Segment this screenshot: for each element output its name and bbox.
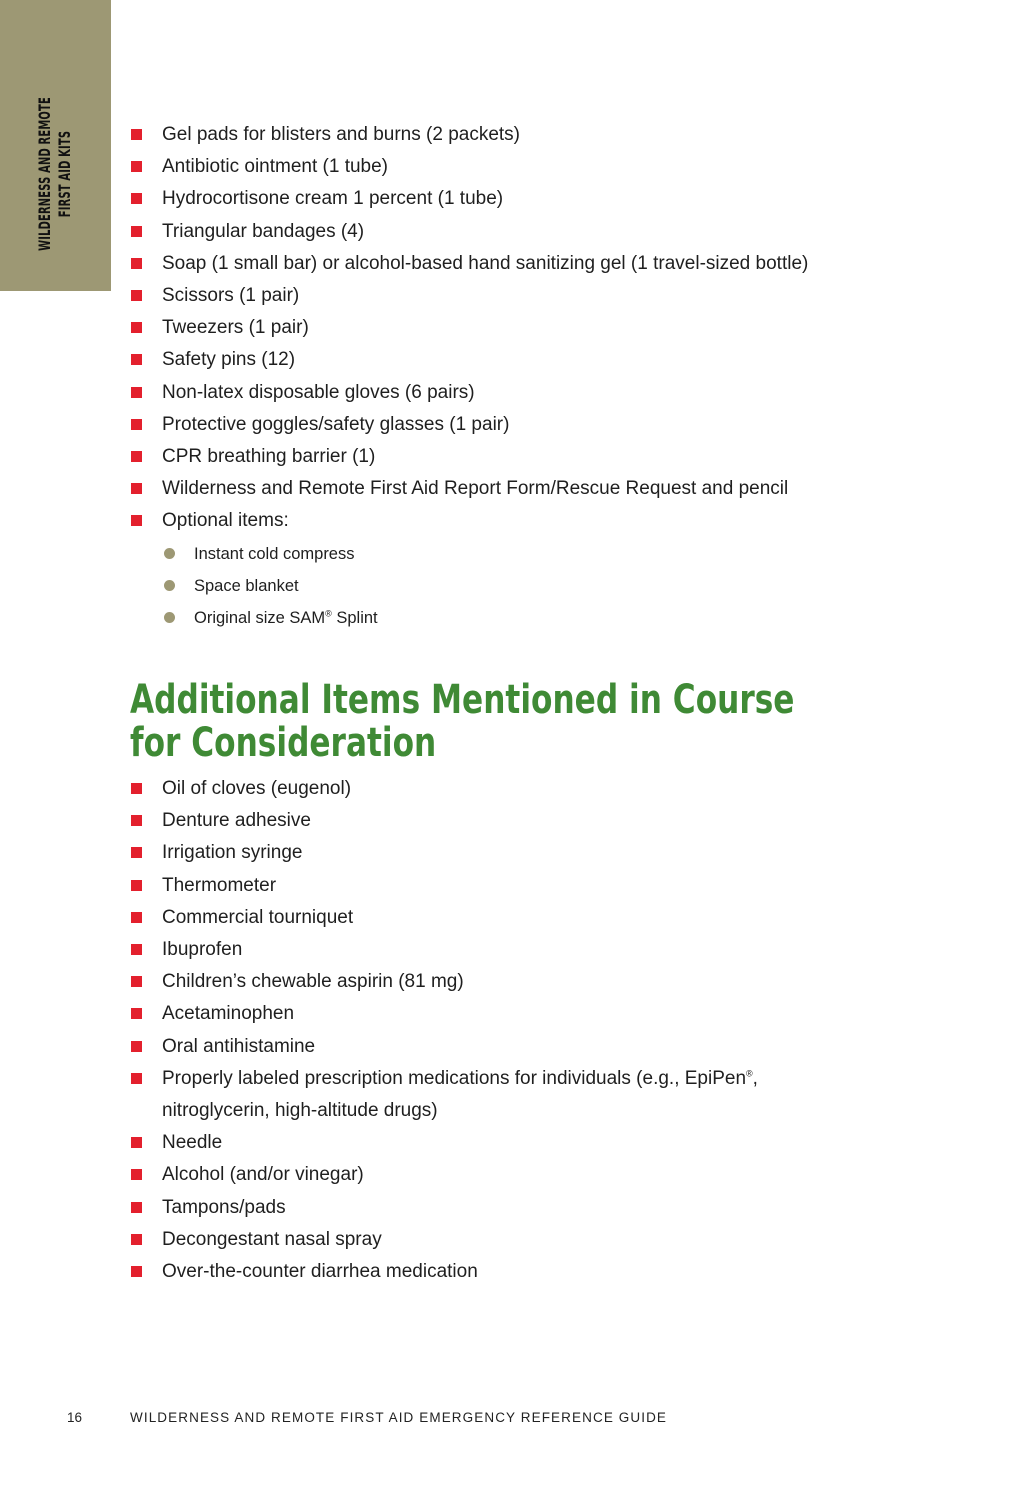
- square-bullet-icon: [131, 1266, 142, 1277]
- list-item: Thermometer: [130, 870, 910, 902]
- list-item: Acetaminophen: [130, 998, 910, 1030]
- section-tab-label: [35, 50, 75, 298]
- list-item: Over-the-counter diarrhea medication: [130, 1256, 910, 1288]
- square-bullet-icon: [131, 129, 142, 140]
- list-item: Tampons/pads: [130, 1192, 910, 1224]
- square-bullet-icon: [131, 815, 142, 826]
- page-number: 16: [67, 1410, 83, 1425]
- list-item: Decongestant nasal spray: [130, 1224, 910, 1256]
- list-item: Oil of cloves (eugenol): [130, 773, 910, 805]
- list-item: Wilderness and Remote First Aid Report Form/Rescue Request and pencil: [130, 473, 910, 505]
- square-bullet-icon: [131, 1169, 142, 1180]
- square-bullet-icon: [131, 515, 142, 526]
- square-bullet-icon: [131, 847, 142, 858]
- square-bullet-icon: [131, 290, 142, 301]
- list-item: Tweezers (1 pair): [130, 312, 910, 344]
- square-bullet-icon: [131, 1137, 142, 1148]
- list-item-optional-header: Optional items:: [130, 505, 910, 537]
- round-bullet-icon: [164, 580, 175, 591]
- square-bullet-icon: [131, 880, 142, 891]
- list-item: Irrigation syringe: [130, 837, 910, 869]
- square-bullet-icon: [131, 451, 142, 462]
- list-item: Antibiotic ointment (1 tube): [130, 151, 910, 183]
- list-item: Needle: [130, 1127, 910, 1159]
- section-tab-line2: FIRST AID KITS: [55, 130, 74, 218]
- list-item: Soap (1 small bar) or alcohol-based hand sanitizing gel (1 travel-sized bottle): [130, 248, 910, 280]
- round-bullet-icon: [164, 612, 175, 623]
- square-bullet-icon: [131, 1202, 142, 1213]
- footer-title: WILDERNESS AND REMOTE FIRST AID EMERGENCY REFERENCE GUIDE: [130, 1410, 668, 1425]
- square-bullet-icon: [131, 1073, 142, 1084]
- list-item: Protective goggles/safety glasses (1 pair): [130, 409, 910, 441]
- registered-mark: ®: [746, 1068, 753, 1079]
- list-item: Commercial tourniquet: [130, 902, 910, 934]
- list-item: Denture adhesive: [130, 805, 910, 837]
- square-bullet-icon: [131, 1008, 142, 1019]
- sub-list-item: Space blanket: [130, 570, 910, 602]
- square-bullet-icon: [131, 161, 142, 172]
- list-item: CPR breathing barrier (1): [130, 441, 910, 473]
- square-bullet-icon: [131, 354, 142, 365]
- square-bullet-icon: [131, 226, 142, 237]
- square-bullet-icon: [131, 258, 142, 269]
- square-bullet-icon: [131, 976, 142, 987]
- list-item: Alcohol (and/or vinegar): [130, 1159, 910, 1191]
- square-bullet-icon: [131, 912, 142, 923]
- round-bullet-icon: [164, 548, 175, 559]
- list-item: Children’s chewable aspirin (81 mg): [130, 966, 910, 998]
- square-bullet-icon: [131, 387, 142, 398]
- sub-list-item: Original size SAM® Splint: [130, 602, 910, 634]
- list-item: Scissors (1 pair): [130, 280, 910, 312]
- page-footer: [0, 1410, 1024, 1430]
- list-item: Triangular bandages (4): [130, 216, 910, 248]
- list-item: Ibuprofen: [130, 934, 910, 966]
- list-item: Oral antihistamine: [130, 1031, 910, 1063]
- square-bullet-icon: [131, 193, 142, 204]
- section-tab-line1: WILDERNESS AND REMOTE: [35, 97, 54, 251]
- square-bullet-icon: [131, 1041, 142, 1052]
- square-bullet-icon: [131, 419, 142, 430]
- list-item: Hydrocortisone cream 1 percent (1 tube): [130, 183, 910, 215]
- square-bullet-icon: [131, 1234, 142, 1245]
- registered-mark: ®: [325, 608, 332, 619]
- section-heading: Additional Items Mentioned in Course for Consideration: [130, 677, 795, 766]
- additional-items-list: [130, 773, 910, 1288]
- square-bullet-icon: [131, 322, 142, 333]
- kit-items-list: [130, 119, 910, 634]
- list-item: Gel pads for blisters and burns (2 packets): [130, 119, 910, 151]
- sub-list-item: Instant cold compress: [130, 538, 910, 570]
- list-item: Safety pins (12): [130, 344, 910, 376]
- square-bullet-icon: [131, 944, 142, 955]
- square-bullet-icon: [131, 783, 142, 794]
- list-item: Non-latex disposable gloves (6 pairs): [130, 377, 910, 409]
- list-item-prescription: Properly labeled prescription medications for individuals (e.g., EpiPen®, nitroglycerin, high-altitude drugs): [130, 1063, 910, 1127]
- square-bullet-icon: [131, 483, 142, 494]
